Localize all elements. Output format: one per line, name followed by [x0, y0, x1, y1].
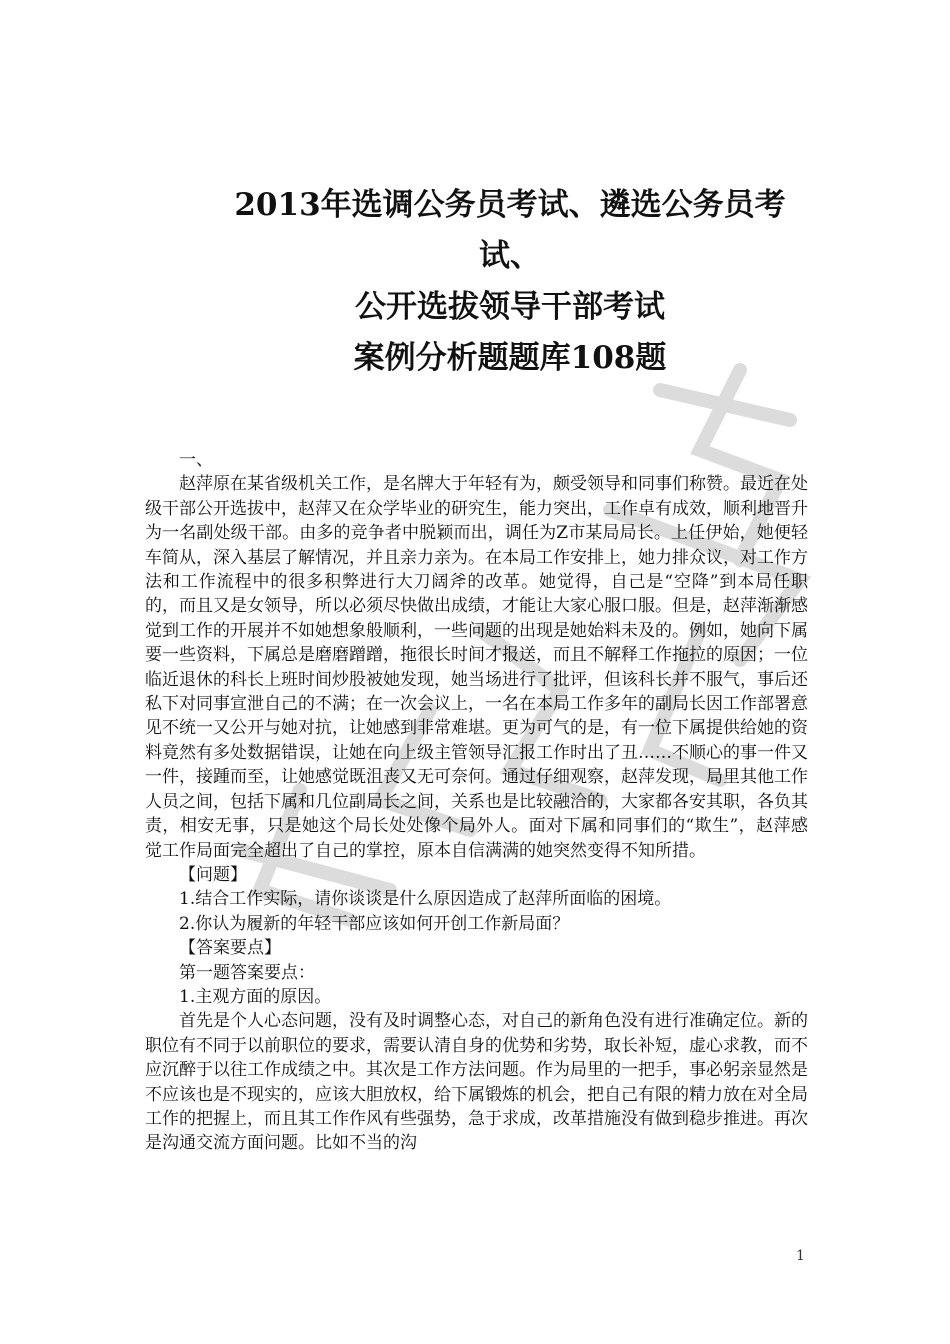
- title-line-3: 公开选拔领导干部考试: [355, 289, 665, 325]
- answer-1-heading: 第一题答案要点：: [179, 962, 315, 983]
- title-line-2: 试、: [479, 238, 541, 274]
- case-paragraph: 赵萍原在某省级机关工作，是名牌大于年轻有为，颇受领导和同事们称赞。最近在处级干部公开选拔中，赵萍又在众学毕业的研究生，能力突出，工作卓有成效，顺利地晋升为一名副处级干部。由多的竞争者中脱颖而出，调任为Z市某局局长。上任伊始，她便轻车简从，深入基层了解情况，并且亲力亲为。在本局工作安排上，她力排众议，对工作方法和工作流程中的很多积弊进行大刀阔斧的改革。她觉得，自己是“空降”到本局任职的，而且又是女领导，所以必须尽快做出成绩，才能让大家心服口服。但是，赵萍渐渐感觉到工作的开展并不如她想象般顺利，一些问题的出现是她始料未及的。例如，她向下属要一些资料，下属总是磨磨蹭蹭，拖很长时间才报送，而且不解释工作拖拉的原因；一位临近退休的科长上班时间炒股被她发现，她当场进行了批评，但该科长并不服气，事后还私下对同事宣泄自己的不满；在一次会议上，一名在本局工作多年的副局长因工作部署意见不统一又公开与她对抗，让她感到非常难堪。更为可气的是，有一位下属提供给她的资料竟然有多处数据错误，让她在向上级主管领导汇报工作时出了丑……不顺心的事一件又一件，接踵而至，让她感觉既沮丧又无可奈何。通过仔细观察，赵萍发现，局里其他工作人员之间，包括下属和几位副局长之间，关系也是比较融洽的，大家都各安其职，各负其责，相安无事，只是她这个局长处处像个局外人。面对下属和同事们的“欺生”，赵萍感觉工作局面完全超出了自己的掌控，原本自信满满的她突然变得不知所措。: [145, 474, 808, 861]
- answer-1-subheading: 1.主观方面的原因。: [179, 986, 332, 1007]
- title-line-1: 2013年选调公务员考试、遴选公务员考: [234, 187, 786, 223]
- answer-heading: 【答案要点】: [179, 938, 281, 959]
- document-body: [145, 448, 808, 1156]
- question-1: 1.结合工作实际，请你谈谈是什么原因造成了赵萍所面临的困境。: [179, 889, 672, 910]
- title-line-4: 案例分析题题库108题: [353, 340, 667, 376]
- section-number: 一、: [179, 450, 213, 470]
- question-2: 2.你认为履新的年轻干部应该如何开创工作新局面？: [179, 913, 570, 934]
- answer-paragraph: 首先是个人心态问题，没有及时调整心态，对自己的新角色没有进行准确定位。新的职位有不同于以前职位的要求，需要认清自身的优势和劣势，取长补短，虚心求教，而不应沉醉于以往工作成绩之中。其次是工作方法问题。作为局里的一把手，事必躬亲显然是不应该也是不现实的，应该大胆放权，给下属锻炼的机会，把自己有限的精力放在对全局工作的把握上，而且其工作作风有些强势，急于求成，改革措施没有做到稳步推进。再次是沟通交流方面问题。比如不当的沟: [145, 1011, 808, 1154]
- document-title: [145, 180, 875, 384]
- page-number: 1: [796, 1248, 805, 1264]
- questions-heading: 【问题】: [179, 864, 247, 885]
